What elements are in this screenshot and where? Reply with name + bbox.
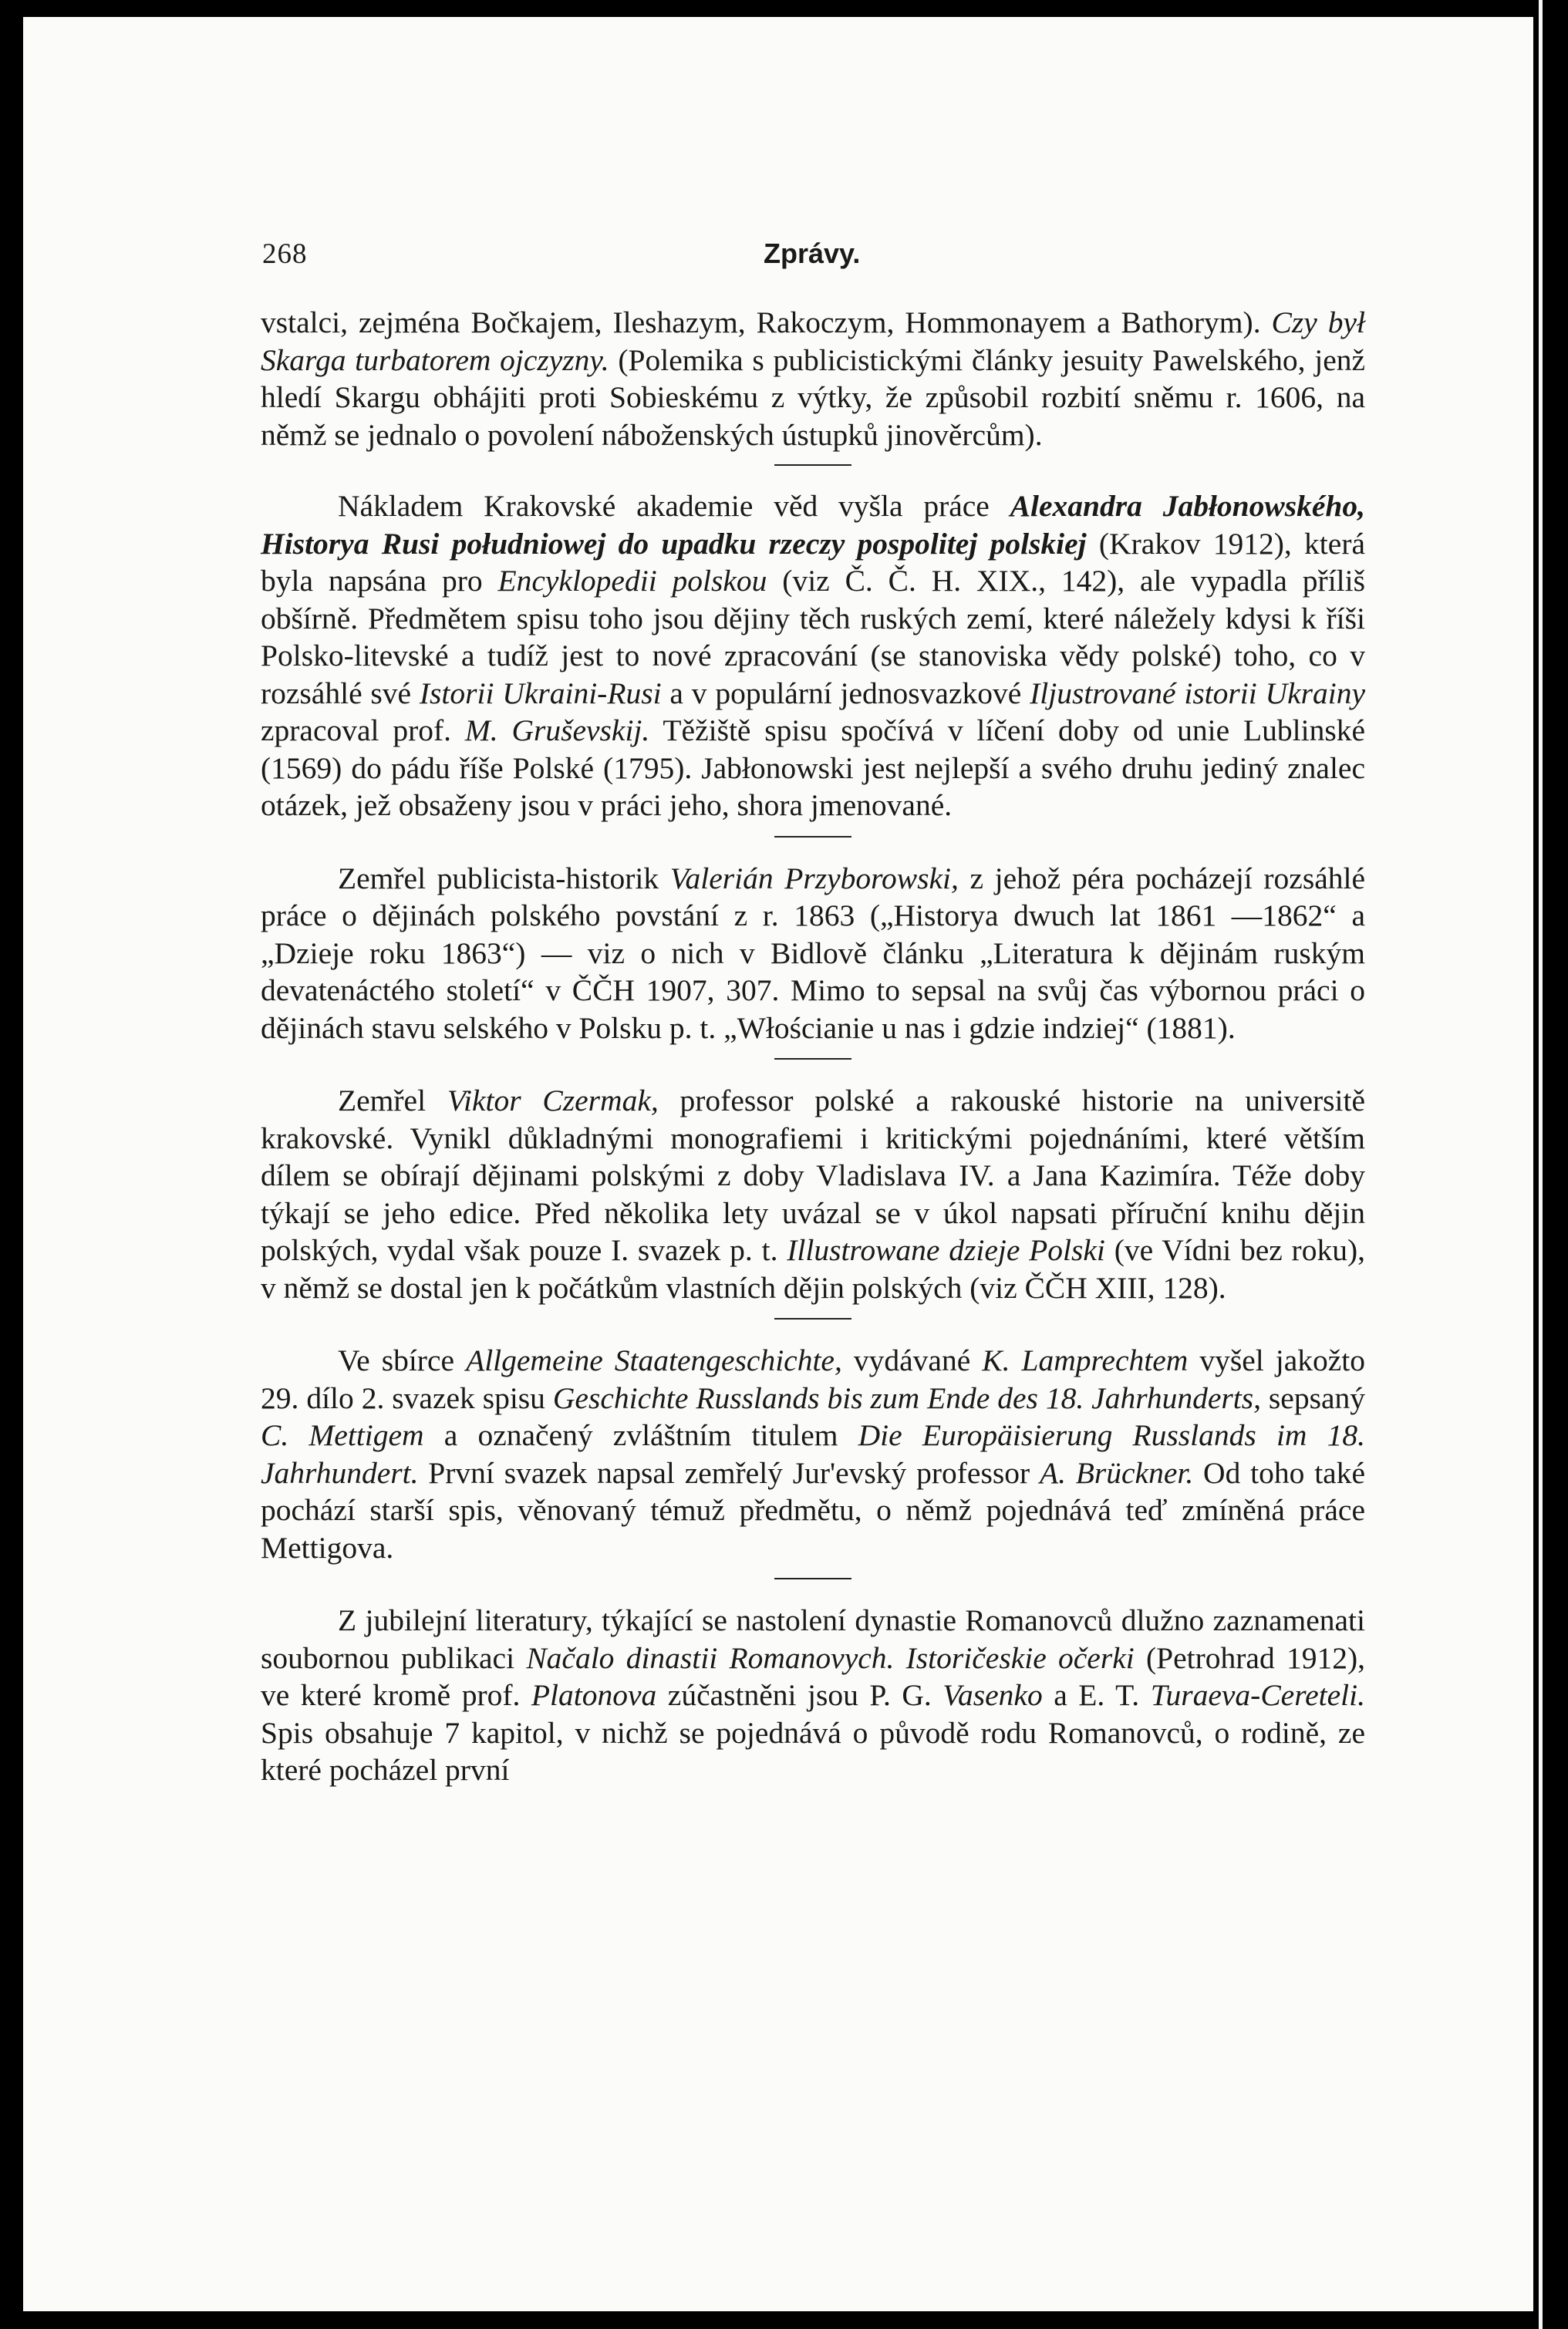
text-run: Zemřel (338, 1084, 447, 1117)
text-run: sepsaný (1260, 1380, 1365, 1415)
text-run: (ve Vídni bez roku), v němž se dostal jen k počátkům vlastních dějin polských (viz ČČH XIII, 128). (261, 1233, 1365, 1305)
page-scan (23, 17, 1533, 2311)
section-divider (774, 1578, 851, 1579)
text-run: vstalci, zejména Bočkajem, Ileshazym, Rakoczym, Hommonayem a Bathorym). (261, 305, 1272, 339)
italic-name: A. Brückner. (1039, 1455, 1194, 1490)
text-run: professor polské a rakouské historie na universitě krakovské. Vynikl důkladnými monografiemi i kritickými pojednáními, které větším dílem se obírají dějinami polskými z doby Vladislava IV. a Jana Kazimíra. Téže doby týkají se jeho edice. Před několika lety uvázal se v úkol napsati příruční knihu dějin polských, vydal však pouze I. svazek p. t. (261, 1084, 1366, 1267)
italic-title: Iljustrované istorii Ukrainy (1030, 676, 1365, 710)
section-divider (774, 464, 851, 466)
text-run: zpracoval prof. (261, 713, 465, 747)
italic-name: Vasenko (942, 1678, 1043, 1712)
text-run: vyšel jakožto 29. dílo 2. svazek spisu (261, 1343, 1365, 1415)
text-run: Od toho také pochází starší spis, věnovaný témuž předmětu, o němž pojednává teď zmíněná práce Mettigova. (261, 1455, 1365, 1565)
paragraph-4 (261, 1082, 1365, 1306)
italic-title: Načalo dinastii Romanovych. Istoričeskie očerki (526, 1640, 1135, 1675)
text-run: První svazek napsal zemřelý Jur'evský professor (418, 1455, 1040, 1490)
text-run: (Petrohrad 1912), ve které kromě prof. (261, 1640, 1366, 1712)
paragraph-5 (261, 1342, 1365, 1566)
paragraph-1 (261, 304, 1365, 453)
italic-title: Alexandra Jabłonowského, Historya Rusi południowej do upadku rzeczy pospolitej polskiej (261, 489, 1365, 561)
text-run: a E. T. (1042, 1678, 1151, 1712)
paragraph-3 (261, 860, 1365, 1047)
italic-title: Encyklopedii polskou (497, 564, 767, 598)
text-run: Z jubilejní literatury, týkající se nastolení dynastie Romanovců dlužno zaznamenati soubornou publikaci (261, 1603, 1365, 1675)
text-run: Těžiště spisu spočívá v líčení doby od unie Lublinské (1569) do pádu říše Polské (1795). Jabłonowski jest nejlepší a svého druhu jediný znalec otázek, jež obsaženy jsou v práci jeho, shora jmenované. (261, 713, 1365, 822)
paragraph-2 (261, 487, 1365, 824)
page-body (261, 304, 1365, 1789)
section-divider (774, 1318, 851, 1320)
page-header (262, 238, 1365, 284)
italic-name: C. Mettigem (261, 1418, 424, 1452)
text-run: zúčastněni jsou P. G. (656, 1678, 943, 1712)
text-run: vydávané (841, 1343, 983, 1377)
italic-name: Valerián Przyborowski, (669, 861, 959, 895)
scan-edge (1539, 0, 1543, 2329)
page-number: 268 (262, 238, 308, 270)
italic-name: M. Gruševskij. (464, 713, 650, 747)
italic-title: Die Europäisierung Russlands im 18. Jahrhundert. (261, 1418, 1365, 1490)
italic-title: Istorii Ukraini-Rusi (419, 676, 662, 710)
text-run: a v populární jednosvazkové (661, 676, 1030, 710)
text-run: z jehož péra pocházejí rozsáhlé práce o dějinách polského povstání z r. 1863 („Historya dwuch lat 1861 —1862“ a „Dzieje roku 1863“) — viz o nich v Bidlově článku „Literatura k dějinám ruským devatenáctého století“ v ČČH 1907, 307. Mimo to sepsal na svůj čas výbornou práci o dějinách stavu selského v Polsku p. t. „Włościanie u nas i gdzie indziej“ (1881). (261, 861, 1365, 1045)
running-head: Zprávy. (764, 238, 861, 269)
text-run: (Krakov 1912), která byla napsána pro (261, 526, 1366, 598)
section-divider (774, 1058, 851, 1060)
text-run: Ve sbírce (338, 1343, 467, 1377)
section-divider (774, 836, 851, 838)
paragraph-6 (261, 1602, 1365, 1789)
text-run: Zemřel publicista-historik (338, 861, 670, 895)
text-run: Spis obsahuje 7 kapitol, v nichž se pojednává o původě rodu Romanovců, o rodině, ze které pocházel první (261, 1715, 1365, 1787)
italic-name: K. Lamprechtem (982, 1343, 1189, 1377)
italic-title: Geschichte Russlands bis zum Ende des 18. Jahrhunderts, (552, 1380, 1261, 1415)
text-run: Nákladem Krakovské akademie věd vyšla práce (338, 489, 1010, 523)
italic-title: Illustrowane dzieje Polski (787, 1233, 1105, 1267)
italic-title: Czy był Skarga turbatorem ojczyzny. (261, 305, 1365, 377)
italic-title: Allgemeine Staatengeschichte, (466, 1343, 842, 1377)
text-run: a označený zvláštním titulem (423, 1418, 858, 1452)
italic-name: Viktor Czermak, (447, 1084, 659, 1117)
italic-name: Platonova (531, 1678, 657, 1712)
text-run: (Polemika s publicistickými články jesuity Pawelského, jenž hledí Skargu obhájiti proti Sobieskému z výtky, že způsobil rozbití sněmu r. 1606, na němž se jednalo o povolení náboženských ústupků jinověrcům). (261, 342, 1366, 452)
italic-name: Turaeva-Cereteli. (1150, 1678, 1365, 1712)
text-run: (viz Č. Č. H. XIX., 142), ale vypadla příliš obšírně. Předmětem spisu toho jsou dějiny těch ruských zemí, které náležely kdysi k říši Polsko-litevské a tudíž jest to nové zpracování (se stanoviska vědy polské) toho, co v rozsáhlé své (261, 564, 1365, 710)
